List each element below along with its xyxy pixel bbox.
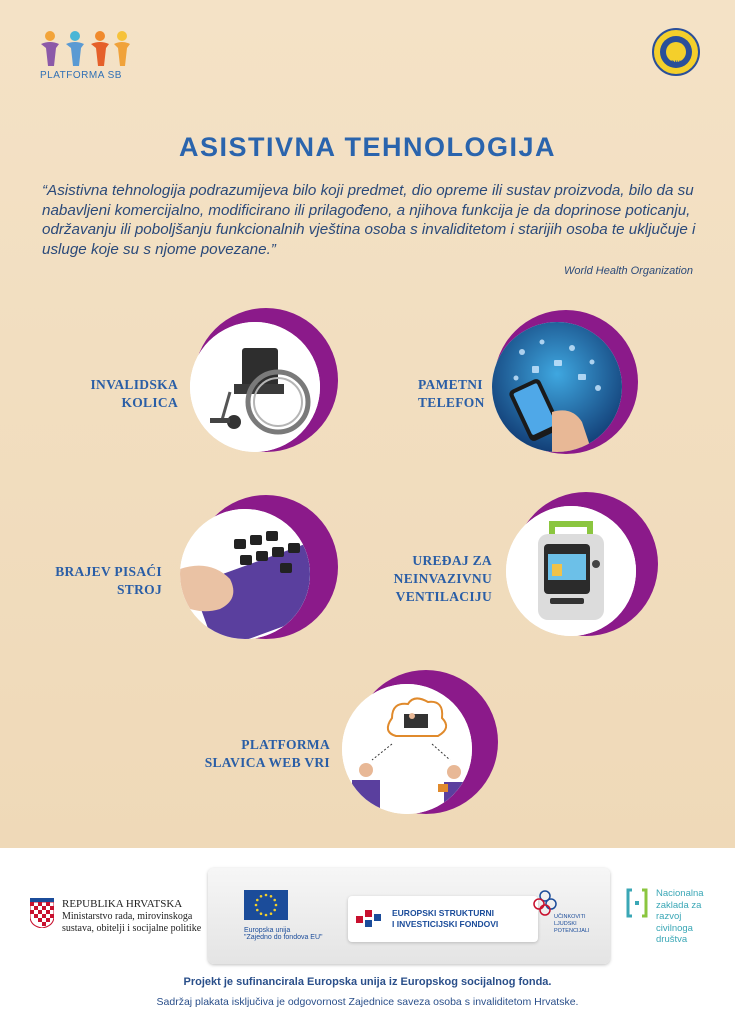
republika-hrvatska-logo <box>30 898 202 934</box>
croatian-coat-of-arms-icon <box>30 898 54 928</box>
item-braille-writer <box>55 495 340 645</box>
eu-funding-band <box>208 868 610 964</box>
nacionalna-zaklada-logo: Nacionalna zaklada za razvoj civilnoga društva <box>626 888 648 923</box>
ventilator-image <box>506 506 636 636</box>
item-ventilator <box>393 492 658 652</box>
eu-logo: Europska unija "Zajedno do fondova EU" <box>244 890 324 941</box>
platforma-people-icon <box>38 28 133 72</box>
item-label: PAMETNI TELEFON <box>418 377 485 410</box>
item-platform <box>204 670 500 830</box>
footer <box>0 848 735 1024</box>
item-label: UREĐAJ ZA NEINVAZIVNU VENTILACIJU <box>393 553 492 604</box>
platforma-logo <box>38 28 138 84</box>
item-label: PLATFORMA SLAVICA WEB VRI <box>204 737 330 770</box>
item-label: INVALIDSKA KOLICA <box>90 377 178 410</box>
nzrcd-bracket-icon <box>626 888 648 918</box>
esif-squares-icon <box>356 908 386 930</box>
rh-ministry: Ministarstvo rada, mirovinskoga sustava, obitelji i socijalne politike <box>62 911 202 934</box>
quote-text: “Asistivna tehnologija podrazumijeva bilo koji predmet, dio opreme ili sustav proizvoda, bilo da su nabavljeni komercijalno, modificirano ili prilagođeno, a njihova funkcija je da doprinose poticanju, održavanju ili poboljšanju funkcionalnih vještina osoba s invaliditetom i starijih osoba te uključuje i usluge koje su s njome povezane.” <box>42 182 696 258</box>
braille-writer-image <box>180 509 310 639</box>
wheelchair-image <box>190 322 320 452</box>
platform-image <box>342 684 472 814</box>
soih-logo <box>652 28 700 76</box>
soih-logo-text: SOIH <box>666 61 681 67</box>
item-label: BRAJEV PISAĆI STROJ <box>55 564 162 597</box>
funding-statement: Projekt je sufinancirala Europska unija iz Europskog socijalnog fonda. <box>183 976 552 988</box>
eu-flag-icon <box>244 890 288 920</box>
esif-logo: EUROPSKI STRUKTURNI I INVESTICIJSKI FONDOVI <box>348 896 538 942</box>
platforma-logo-text: PLATFORMA SB <box>40 70 122 81</box>
rh-title: REPUBLIKA HRVATSKA <box>62 898 183 910</box>
quote-attribution: World Health Organization <box>563 265 693 277</box>
esf-logo: UČINKOVITI LJUDSKI POTENCIJALI <box>530 888 600 923</box>
item-smartphone <box>418 310 638 460</box>
soih-emblem-icon <box>652 28 700 76</box>
disclaimer-text: Sadržaj plakata isključiva je odgovornost Zajednice saveza osoba s invaliditetom Hrvatske. <box>156 996 579 1008</box>
smartphone-image <box>492 322 622 452</box>
page-title: ASISTIVNA TEHNOLOGIJA <box>178 132 557 162</box>
item-wheelchair <box>90 308 340 458</box>
